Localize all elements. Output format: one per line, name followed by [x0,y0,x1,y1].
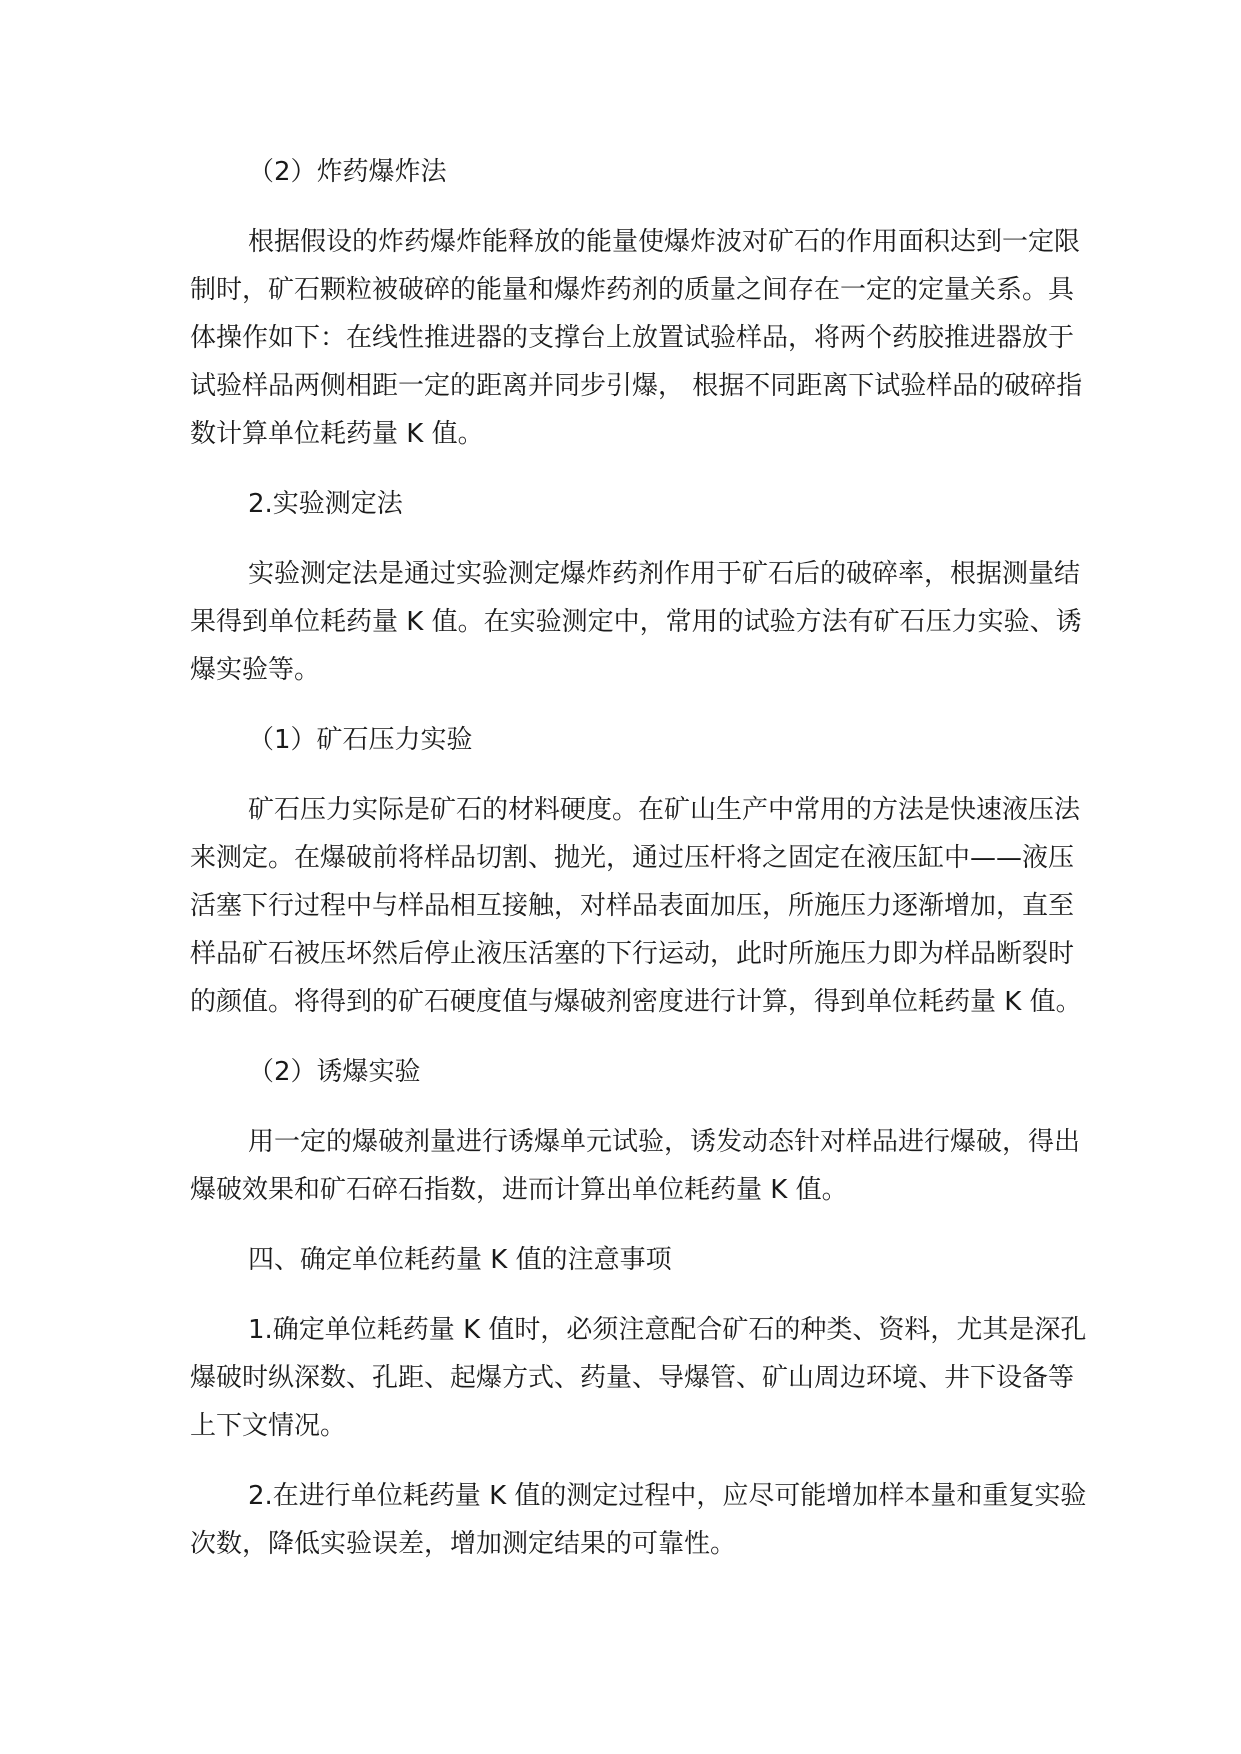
section-heading-ore-pressure: （1）矿石压力实验 [248,725,473,755]
paragraph-experimental-method: 实验测定法是通过实验测定爆炸药剂作用于矿石后的破碎率，根据测量结果得到单位耗药量 K 值。在实验测定中，常用的试验方法有矿石压力实验、诱爆实验等。 [190,559,1082,685]
section-heading-notes: 四、确定单位耗药量 K 值的注意事项 [248,1245,672,1275]
section-heading-experimental-method: 2.实验测定法 [248,489,403,519]
paragraph-note-1: 1.确定单位耗药量 K 值时，必须注意配合矿石的种类、资料，尤其是深孔爆破时纵深数、孔距、起爆方式、药量、导爆管、矿山周边环境、井下设备等上下文情况。 [190,1315,1087,1441]
paragraph-explosive-method: 根据假设的炸药爆炸能释放的能量使爆炸波对矿石的作用面积达到一定限制时，矿石颗粒被破碎的能量和爆炸药剂的质量之间存在一定的定量关系。具体操作如下：在线性推进器的支撑台上放置试验样品，将两个药胶推进器放于试验样品两侧相距一定的距离并同步引爆， 根据不同距离下试验样品的破碎指数计算单位耗药量 K 值。 [190,227,1083,449]
paragraph-induced-blast: 用一定的爆破剂量进行诱爆单元试验，诱发动态针对样品进行爆破，得出爆破效果和矿石碎石指数，进而计算出单位耗药量 K 值。 [190,1127,1081,1205]
paragraph-note-2: 2.在进行单位耗药量 K 值的测定过程中，应尽可能增加样本量和重复实验次数，降低实验误差，增加测定结果的可靠性。 [190,1481,1087,1559]
document-body [190,148,1090,1590]
paragraph-ore-pressure: 矿石压力实际是矿石的材料硬度。在矿山生产中常用的方法是快速液压法来测定。在爆破前将样品切割、抛光，通过压杆将之固定在液压缸中——液压活塞下行过程中与样品相互接触，对样品表面加压，所施压力逐渐增加，直至样品矿石被压坏然后停止液压活塞的下行运动，此时所施压力即为样品断裂时的颜值。将得到的矿石硬度值与爆破剂密度进行计算，得到单位耗药量 K 值。 [190,795,1082,1017]
section-heading-induced-blast: （2）诱爆实验 [248,1057,421,1087]
section-heading-explosive-method: （2）炸药爆炸法 [248,157,447,187]
